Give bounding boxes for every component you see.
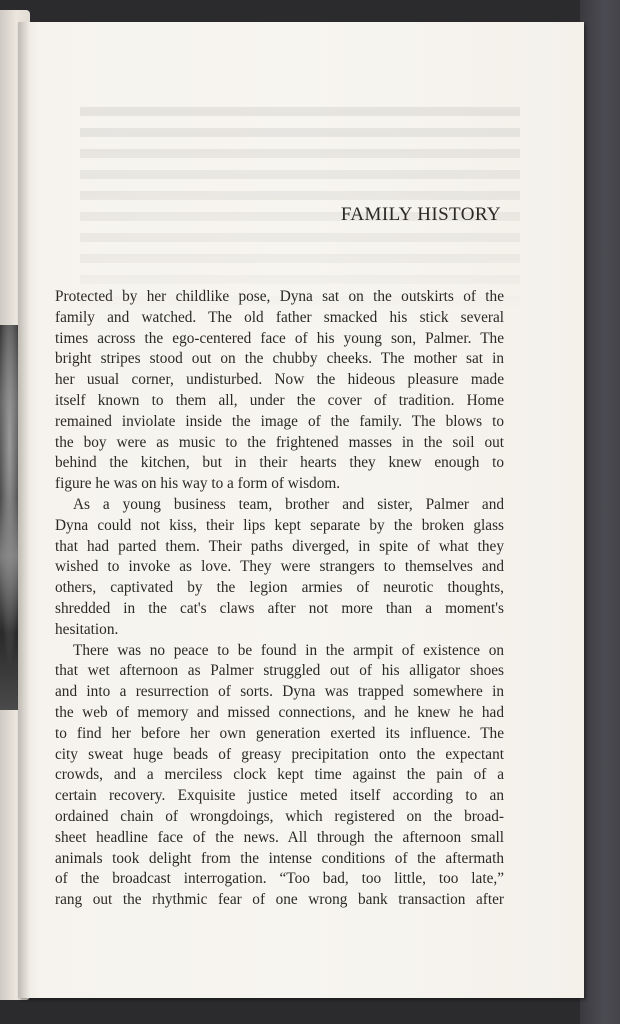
- text-line: crowds, and a merciless clock kept time against the pain of a: [55, 766, 504, 784]
- text-line: her usual corner, undisturbed. Now the hideous pleasure made: [55, 371, 504, 389]
- text-line: sheet headline face of the news. All through the afternoon small: [55, 828, 504, 846]
- text-line: bright stripes stood out on the chubby cheeks. The mother sat in: [55, 350, 504, 368]
- text-line: that had parted them. Their paths diverged, in spite of what they: [55, 537, 504, 555]
- text-line: and into a resurrection of sorts. Dyna was trapped somewhere in: [55, 683, 504, 701]
- text-line: ordained chain of wrongdoings, which registered on the broad-: [55, 807, 504, 825]
- text-line: behind the kitchen, but in their hearts they knew enough to: [55, 454, 504, 472]
- text-line: the boy were as music to the frightened masses in the soil out: [55, 433, 504, 451]
- text-line: of the broadcast interrogation. “Too bad, too little, too late,”: [55, 870, 504, 888]
- background-surface: [580, 0, 620, 1024]
- text-line: the web of memory and missed connections, and he knew he had: [55, 703, 504, 721]
- text-line: figure he was on his way to a form of wisdom.: [55, 475, 341, 493]
- body-text: [55, 287, 504, 911]
- text-line: certain recovery. Exquisite justice meted itself according to an: [55, 787, 504, 805]
- text-line: Protected by her childlike pose, Dyna sat on the outskirts of the: [55, 288, 504, 305]
- text-line: itself known to them all, under the cover of tradition. Home: [55, 391, 504, 409]
- text-line: hesitation.: [55, 620, 119, 638]
- text-line: rang out the rhythmic fear of one wrong bank transaction after: [55, 891, 504, 909]
- text-line: city sweat huge beads of greasy precipitation onto the expectant: [55, 745, 504, 763]
- text-line: family and watched. The old father smacked his stick several: [55, 308, 504, 326]
- text-line: remained inviolate inside the image of the family. The blows to: [55, 412, 504, 430]
- text-line: to find her before her own generation exerted its influence. The: [55, 724, 504, 742]
- text-line: that wet afternoon as Palmer struggled out of his alligator shoes: [55, 662, 504, 680]
- chapter-heading: FAMILY HISTORY: [340, 204, 501, 225]
- text-line: There was no peace to be found in the armpit of existence on: [73, 641, 504, 659]
- text-line: shredded in the cat's claws after not more than a moment's: [55, 599, 504, 617]
- text-line: animals took delight from the intense conditions of the aftermath: [55, 849, 504, 867]
- text-line: Dyna could not kiss, their lips kept separate by the broken glass: [55, 516, 504, 534]
- text-line: As a young business team, brother and sister, Palmer and: [73, 495, 504, 513]
- text-line: times across the ego-centered face of his young son, Palmer. The: [55, 329, 504, 347]
- text-line: others, captivated by the legion armies of neurotic thoughts,: [55, 579, 504, 597]
- text-line: wished to invoke as love. They were strangers to themselves and: [55, 558, 504, 576]
